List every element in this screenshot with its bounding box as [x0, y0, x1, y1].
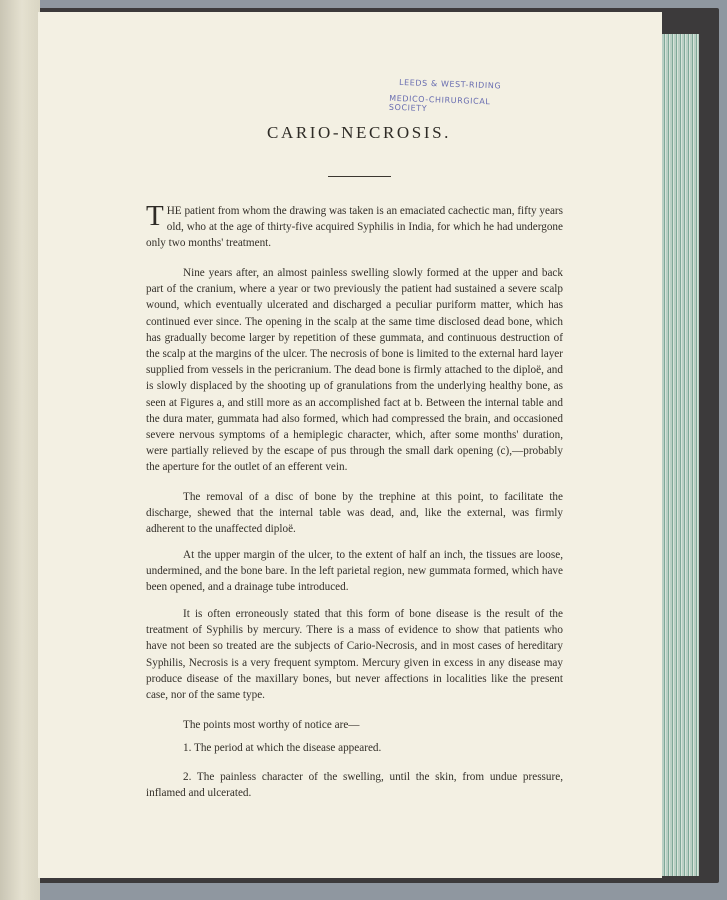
paragraph-3: The removal of a disc of bone by the trephine at this point, to facilitate the discharge, shewed that the internal table was dead, and, like the external, was firmly adherent to the unaffected diploë.: [146, 491, 563, 536]
paragraph-1: [146, 200, 563, 252]
point-2: 2. The painless character of the swelling, until the skin, from undue pressure, inflamed and ulcerated.: [146, 771, 563, 800]
points-intro: The points most worthy of notice are—: [183, 719, 360, 731]
paragraph-1-text: HE patient from whom the drawing was taken is an emaciated cachectic man, fifty years old, who at the age of thirty-five acquired Syphilis in India, for which he had undergone only two months' treatment.: [146, 205, 563, 250]
drop-cap: T: [146, 200, 164, 232]
point-1: 1. The period at which the disease appeared.: [183, 742, 382, 754]
library-stamp-line2: MEDICO-CHIRURGICAL SOCIETY: [388, 93, 491, 114]
paragraph-4: At the upper margin of the ulcer, to the extent of half an inch, the tissues are loose, undermined, and the bone bare. In the left parietal region, new gummata formed, which have been opened, and a drainage tube introduced.: [146, 549, 563, 594]
page-title: CARIO-NECROSIS.: [267, 123, 451, 142]
paragraph-5: It is often erroneously stated that this form of bone disease is the result of the treatment of Syphilis by mercury. There is a mass of evidence to show that patients who have not been so treated are the subjects of Cario-Necrosis, and in most cases of hereditary Syphilis, Necrosis is a very frequent symptom. Mercury given in excess in any disease may produce disease of the maxillary bones, but never affections in localities like the present case, nor of the same type.: [146, 608, 563, 702]
title-divider: [328, 176, 391, 177]
library-stamp-line1: LEEDS & WEST-RIDING: [398, 77, 502, 91]
paragraph-2: Nine years after, an almost painless swelling slowly formed at the upper and back part of the cranium, where a year or two previously the patient had sustained a severe scalp wound, which eventually ulcerated and discharged a peculiar puriform matter, which has continued ever since. The opening in the scalp at the same time disclosed dead bone, which has gradually become larger by repetition of these gummata, and continuous destruction of the scalp at the margins of the ulcer. The necrosis of bone is limited to the external hard layer supplied from vessels in the pericranium. The dead bone is firmly attached to the diploë, and is slowly displaced by the shooting up of granulations from the underlying healthy bone, as seen at Figures a, and still more as an accomplished fact at b. Between the internal table and the dura mater, gummata had also formed, which had compressed the brain, and occasioned severe nervous symptoms of a hemiplegic character, which, after some months' duration, were partially relieved by the escape of pus through the small dark opening (c),—probably the aperture for the outlet of an efferent vein.: [146, 267, 563, 474]
